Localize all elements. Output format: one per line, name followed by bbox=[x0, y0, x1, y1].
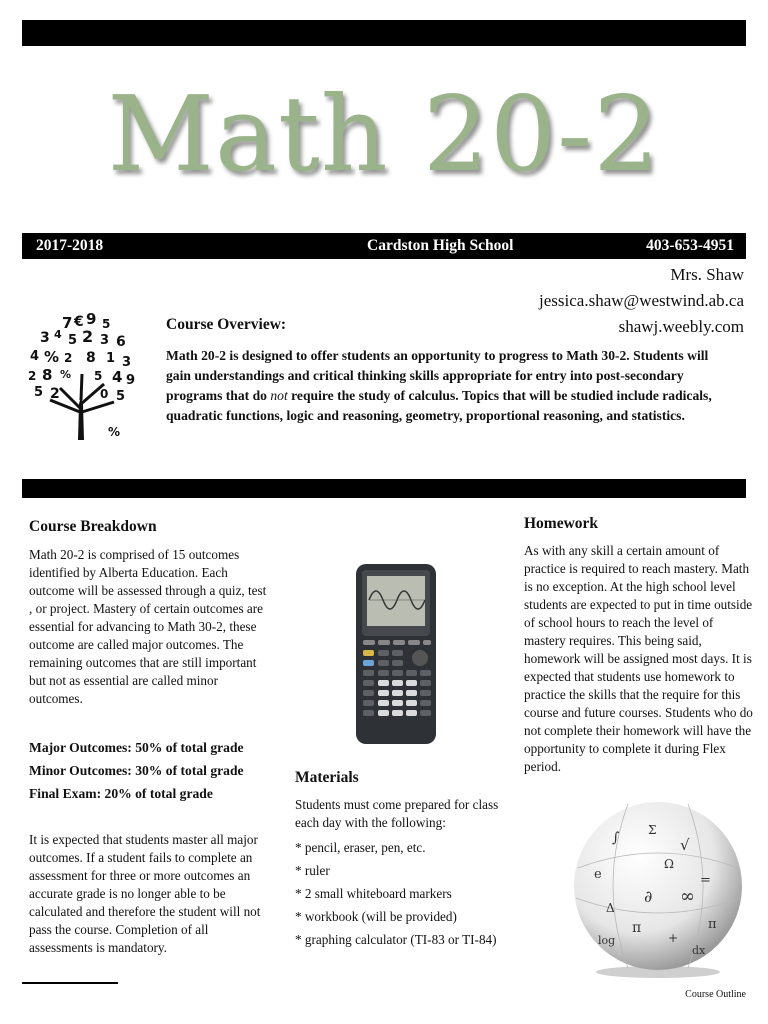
homework-text: As with any skill a certain amount of practice is required to reach mastery. Math is no exception. At the high school level students are expected to put in time outside of school hours to reach the level of mastery requires. This being said, homework will be assigned most days. It is expected that students use homework to practice the skills that the require for this course and future courses. Students who do not complete their homework will have the opportunity to complete it during Flex period. bbox=[524, 543, 753, 774]
svg-text:4: 4 bbox=[112, 368, 123, 386]
svg-text:3: 3 bbox=[100, 333, 110, 348]
svg-text:5: 5 bbox=[68, 333, 78, 348]
svg-text:8: 8 bbox=[86, 350, 96, 366]
svg-text:∫: ∫ bbox=[612, 830, 620, 846]
overview-text-emphasis: not bbox=[270, 388, 288, 403]
footer-rule bbox=[22, 982, 118, 984]
materials-item: * graphing calculator (TI-83 or TI-84) bbox=[295, 932, 497, 947]
overview-text bbox=[166, 346, 726, 426]
svg-text:0: 0 bbox=[100, 387, 109, 401]
svg-text:2: 2 bbox=[28, 369, 37, 383]
svg-text:log: log bbox=[598, 934, 616, 947]
materials-list bbox=[295, 836, 497, 951]
svg-text:5: 5 bbox=[94, 369, 103, 383]
svg-text:=: = bbox=[700, 873, 711, 888]
svg-text:+: + bbox=[668, 931, 679, 945]
homework-heading: Homework bbox=[524, 515, 599, 532]
svg-text:∂: ∂ bbox=[644, 887, 653, 906]
mastery-text: It is expected that students master all major outcomes. If a student fails to complete an assessment for three or more outcomes an accurate grade is no longer able to be calculated and therefore the student will not pass the course. Completion of all assessments is mandatory. bbox=[29, 832, 261, 955]
info-bar bbox=[22, 233, 746, 259]
section-divider bbox=[22, 479, 746, 498]
svg-text:4: 4 bbox=[54, 328, 62, 341]
svg-text:9: 9 bbox=[126, 373, 136, 388]
svg-text:8: 8 bbox=[42, 366, 53, 384]
breakdown-text: Math 20-2 is comprised of 15 outcomes identified by Alberta Education. Each outcome will be assessed through a quiz, test , or project. Mastery of certain outcomes are essential for advancing to Math 30-2, these outcome are called major outcomes. The remaining outcomes that are still important but not as essential are called minor outcomes. bbox=[29, 547, 267, 706]
teacher-contact bbox=[539, 262, 744, 340]
svg-text:Δ: Δ bbox=[606, 901, 615, 915]
materials-item: * 2 small whiteboard markers bbox=[295, 886, 452, 901]
materials-intro: Students must come prepared for class each day with the following: bbox=[295, 797, 499, 830]
teacher-website: shawj.weebly.com bbox=[618, 317, 744, 336]
grade-weights bbox=[29, 736, 244, 805]
svg-text:5: 5 bbox=[34, 385, 44, 400]
overview-text-start: Math 20-2 is designed to offer students an opportunity to progress to Math 30-2. Students will gain understandings and critical thinking skills appropriate for entry into post-secondary programs that do bbox=[166, 348, 709, 403]
grade-exam: Final Exam: 20% of total grade bbox=[29, 786, 213, 801]
materials-item: * ruler bbox=[295, 863, 330, 878]
page-title: Math 20-2 bbox=[107, 73, 661, 195]
math-tree-image bbox=[20, 304, 142, 442]
overview-heading: Course Overview: bbox=[166, 316, 287, 333]
graphing-calculator-image bbox=[354, 562, 438, 746]
materials-item: * pencil, eraser, pen, etc. bbox=[295, 840, 426, 855]
school-name: Cardston High School bbox=[367, 237, 514, 254]
svg-text:7: 7 bbox=[62, 314, 73, 332]
materials-heading: Materials bbox=[295, 769, 359, 786]
svg-text:√: √ bbox=[680, 836, 690, 854]
phone-number: 403-653-4951 bbox=[646, 237, 734, 254]
grade-major: Major Outcomes: 50% of total grade bbox=[29, 740, 244, 755]
svg-text:€: € bbox=[74, 314, 84, 330]
top-bar bbox=[22, 20, 746, 46]
footer-label: Course Outline bbox=[685, 989, 746, 1000]
math-sphere-image bbox=[568, 798, 748, 980]
svg-text:dx: dx bbox=[692, 944, 706, 957]
svg-text:%: % bbox=[108, 425, 121, 439]
svg-text:5: 5 bbox=[116, 389, 126, 404]
svg-text:Ω: Ω bbox=[664, 857, 674, 871]
svg-text:3: 3 bbox=[40, 330, 50, 346]
svg-text:π: π bbox=[708, 917, 717, 932]
svg-text:2: 2 bbox=[64, 351, 73, 365]
svg-text:%: % bbox=[60, 368, 72, 381]
teacher-email: jessica.shaw@westwind.ab.ca bbox=[539, 291, 744, 310]
materials-item: * workbook (will be provided) bbox=[295, 909, 457, 924]
svg-text:π: π bbox=[632, 920, 642, 936]
svg-text:1: 1 bbox=[106, 351, 116, 366]
svg-text:∞: ∞ bbox=[680, 886, 695, 907]
svg-text:%: % bbox=[44, 348, 60, 366]
svg-text:5: 5 bbox=[102, 317, 111, 331]
overview-text-end: require the study of calculus. Topics that will be studied include radicals, quadratic functions, logic and reasoning, geometry, proportional reasoning, and statistics. bbox=[166, 388, 712, 423]
school-year: 2017-2018 bbox=[36, 237, 104, 254]
svg-text:3: 3 bbox=[122, 355, 132, 370]
teacher-name: Mrs. Shaw bbox=[670, 265, 744, 284]
breakdown-heading: Course Breakdown bbox=[29, 518, 157, 535]
svg-text:2: 2 bbox=[50, 386, 60, 402]
svg-text:Σ: Σ bbox=[648, 823, 657, 837]
svg-text:9: 9 bbox=[86, 310, 97, 328]
svg-text:e: e bbox=[594, 867, 602, 882]
svg-text:6: 6 bbox=[116, 334, 126, 350]
grade-minor: Minor Outcomes: 30% of total grade bbox=[29, 763, 244, 778]
svg-text:4: 4 bbox=[30, 349, 40, 364]
svg-text:2: 2 bbox=[82, 327, 94, 346]
